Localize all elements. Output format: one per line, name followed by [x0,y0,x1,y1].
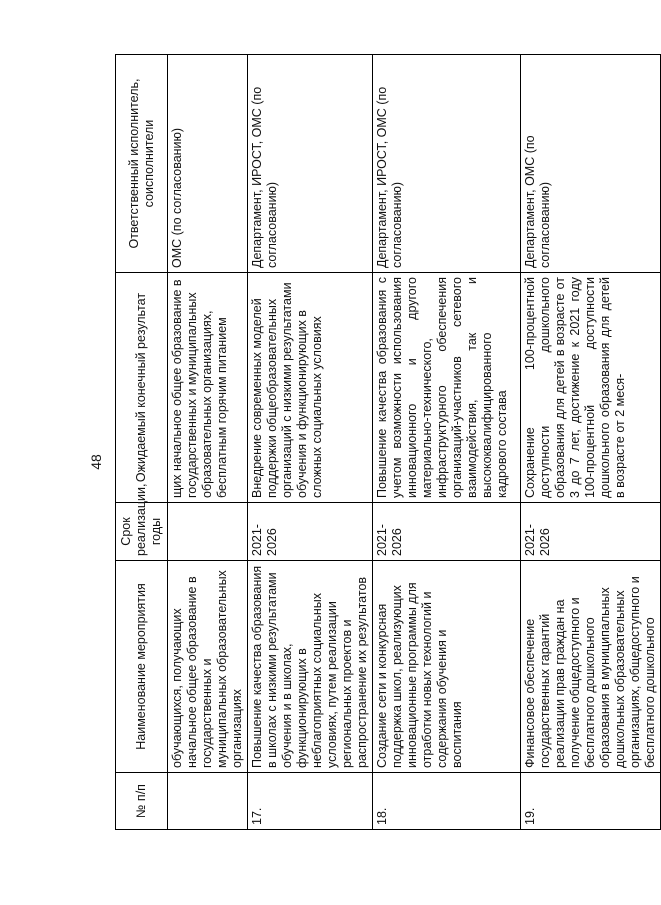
row-term: 2021-2026 [373,503,521,561]
row-term: 2021-2026 [521,503,661,561]
row-term [168,503,248,561]
header-term: Срок реализации, годы [116,503,168,561]
table-row [373,55,521,830]
row-num: 17. [248,773,373,830]
table-header-row [116,55,168,830]
rotated-table-wrapper [115,55,657,830]
table-row [168,55,248,830]
header-responsible: Ответственный исполнитель, соисполнители [116,55,168,273]
row-responsible: Департамент, ИРОСТ, ОМС (по согласованию) [373,55,521,273]
row-measure: обучающихся, получающих начальное общее образование в государственных и муниципальных образовательных организациях [168,561,248,773]
header-result: Ожидаемый конечный результат [116,273,168,503]
row-responsible: ОМС (по согласованию) [168,55,248,273]
row-responsible: Департамент, ИРОСТ, ОМС (по согласованию) [248,55,373,273]
page-number: 48 [88,454,104,470]
row-result: Внедрение современных моделей поддержки общеобразовательных организаций с низкими результатами обучения и функционирующих в сложных социальных условиях [248,273,373,503]
row-measure: Создание сети и конкурсная поддержка школ, реализующих инновационные программы для отработки новых технологий и содержания обучения и воспитания [373,561,521,773]
row-num: 18. [373,773,521,830]
row-measure: Финансовое обеспечение государственных гарантий реализации прав граждан на получение общедоступного и бесплатного дошкольного образования в муниципальных дошкольных образовательных организациях, общедоступного и бесплатного дошкольного [521,561,661,773]
row-num [168,773,248,830]
row-num: 19. [521,773,661,830]
row-result: Повышение качества образования с учетом возможности использования инновационного и другого материально-технического, инфраструктурного обеспечения организаций-участников сетевого взаимодействия, так и высококвалифицированного кадрового состава [373,273,521,503]
row-result: Сохранение 100-процентной доступности дошкольного образования для детей в возрасте от 3 до 7 лет, достижение к 2021 году 100-процентной доступности дошкольного образования для детей в возрасте от 2 меся- [521,273,661,503]
header-measure: Наименование мероприятия [116,561,168,773]
table-row [521,55,661,830]
row-term: 2021-2026 [248,503,373,561]
measures-table [115,54,661,830]
header-num: № п/п [116,773,168,830]
row-result: щих начальное общее образование в государственных и муниципальных образовательных организациях, бесплатным горячим питанием [168,273,248,503]
row-measure: Повышение качества образования в школах с низкими результатами обучения и в школах, функционирующих в неблагоприятных социальных условиях, путем реализации региональных проектов и распространение их результатов [248,561,373,773]
row-responsible: Департамент, ОМС (по согласованию) [521,55,661,273]
table-row [248,55,373,830]
